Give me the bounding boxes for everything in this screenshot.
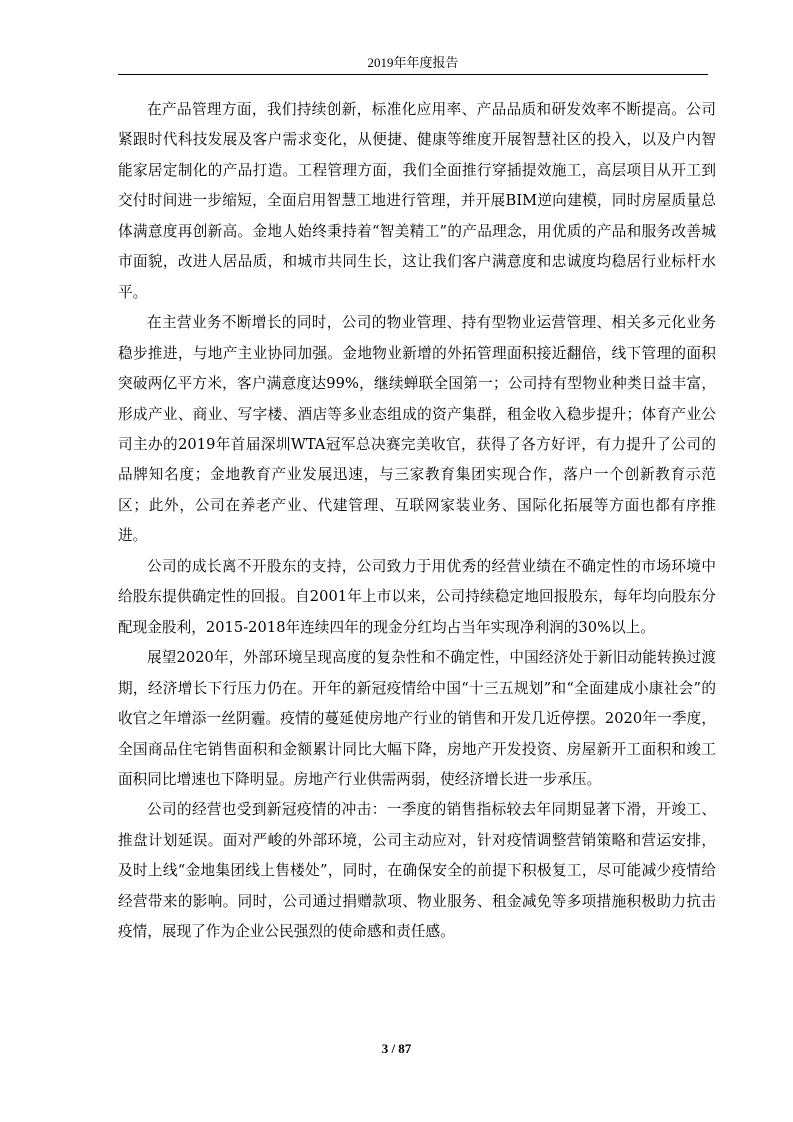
paragraph-product-management: 在产品管理方面，我们持续创新，标准化应用率、产品品质和研发效率不断提高。公司紧跟时代科技发展及客户需求变化，从便捷、健康等维度开展智慧社区的投入，以及户内智能家居定制化的产品打造。工程管理方面，我们全面推行穿插提效施工，高层项目从开工到交付时间进一步缩短，全面启用智慧工地进行管理，并开展BIM逆向建模，同时房屋质量总体满意度再创新高。金地人始终秉持着“智美精工”的产品理念，用优质的产品和服务改善城市面貌，改进人居品质，和城市共同生长，这让我们客户满意度和忠诚度均稳居行业标杆水平。 [118, 101, 716, 301]
document-body [118, 95, 716, 948]
paragraph-business-growth: 在主营业务不断增长的同时，公司的物业管理、持有型物业运营管理、相关多元化业务稳步推进，与地产主业协同加强。金地物业新增的外拓管理面积接近翻倍，线下管理的面积突破两亿平方米，客户满意度达99%，继续蝉联全国第一；公司持有型物业种类日益丰富，形成产业、商业、写字楼、酒店等多业态组成的资产集群，租金收入稳步提升；体育产业公司主办的2019年首届深圳WTA冠军总决赛完美收官，获得了各方好评，有力提升了公司的品牌知名度；金地教育产业发展迅速，与三家教育集团实现合作，落户一个创新教育示范区；此外，公司在养老产业、代建管理、互联网家装业务、国际化拓展等方面也都有序推进。 [118, 314, 716, 545]
header-divider [118, 74, 708, 75]
page-header [118, 0, 708, 76]
report-title: 2019年年度报告 [367, 55, 459, 70]
paragraph-outlook-2020: 展望2020年，外部环境呈现高度的复杂性和不确定性，中国经济处于新旧动能转换过渡期，经济增长下行压力仍在。开年的新冠疫情给中国“十三五规划”和“全面建成小康社会”的收官之年增添一丝阴霾。疫情的蔓延使房地产行业的销售和开发几近停摆。2020年一季度，全国商品住宅销售面积和金额累计同比大幅下降，房地产开发投资、房屋新开工面积和竣工面积同比增速也下降明显。房地产行业供需两弱，使经济增长进一步承压。 [118, 649, 716, 788]
paragraph-shareholder-returns: 公司的成长离不开股东的支持，公司致力于用优秀的经营业绩在不确定性的市场环境中给股东提供确定性的回报。自2001年上市以来，公司持续稳定地回报股东，每年均向股东分配现金股利，2015-2018年连续四年的现金分红均占当年实现净利润的30%以上。 [118, 557, 716, 636]
page-number: 3 / 87 [381, 1041, 412, 1056]
paragraph-covid-impact: 公司的经营也受到新冠疫情的冲击：一季度的销售指标较去年同期显著下滑，开竣工、推盘计划延误。面对严峻的外部环境，公司主动应对，针对疫情调整营销策略和营运安排，及时上线“金地集团线上售楼处”，同时，在确保安全的前提下积极复工，尽可能减少疫情给经营带来的影响。同时，公司通过捐赠款项、物业服务、租金减免等多项措施积极助力抗击疫情，展现了作为企业公民强烈的使命感和责任感。 [118, 801, 716, 941]
